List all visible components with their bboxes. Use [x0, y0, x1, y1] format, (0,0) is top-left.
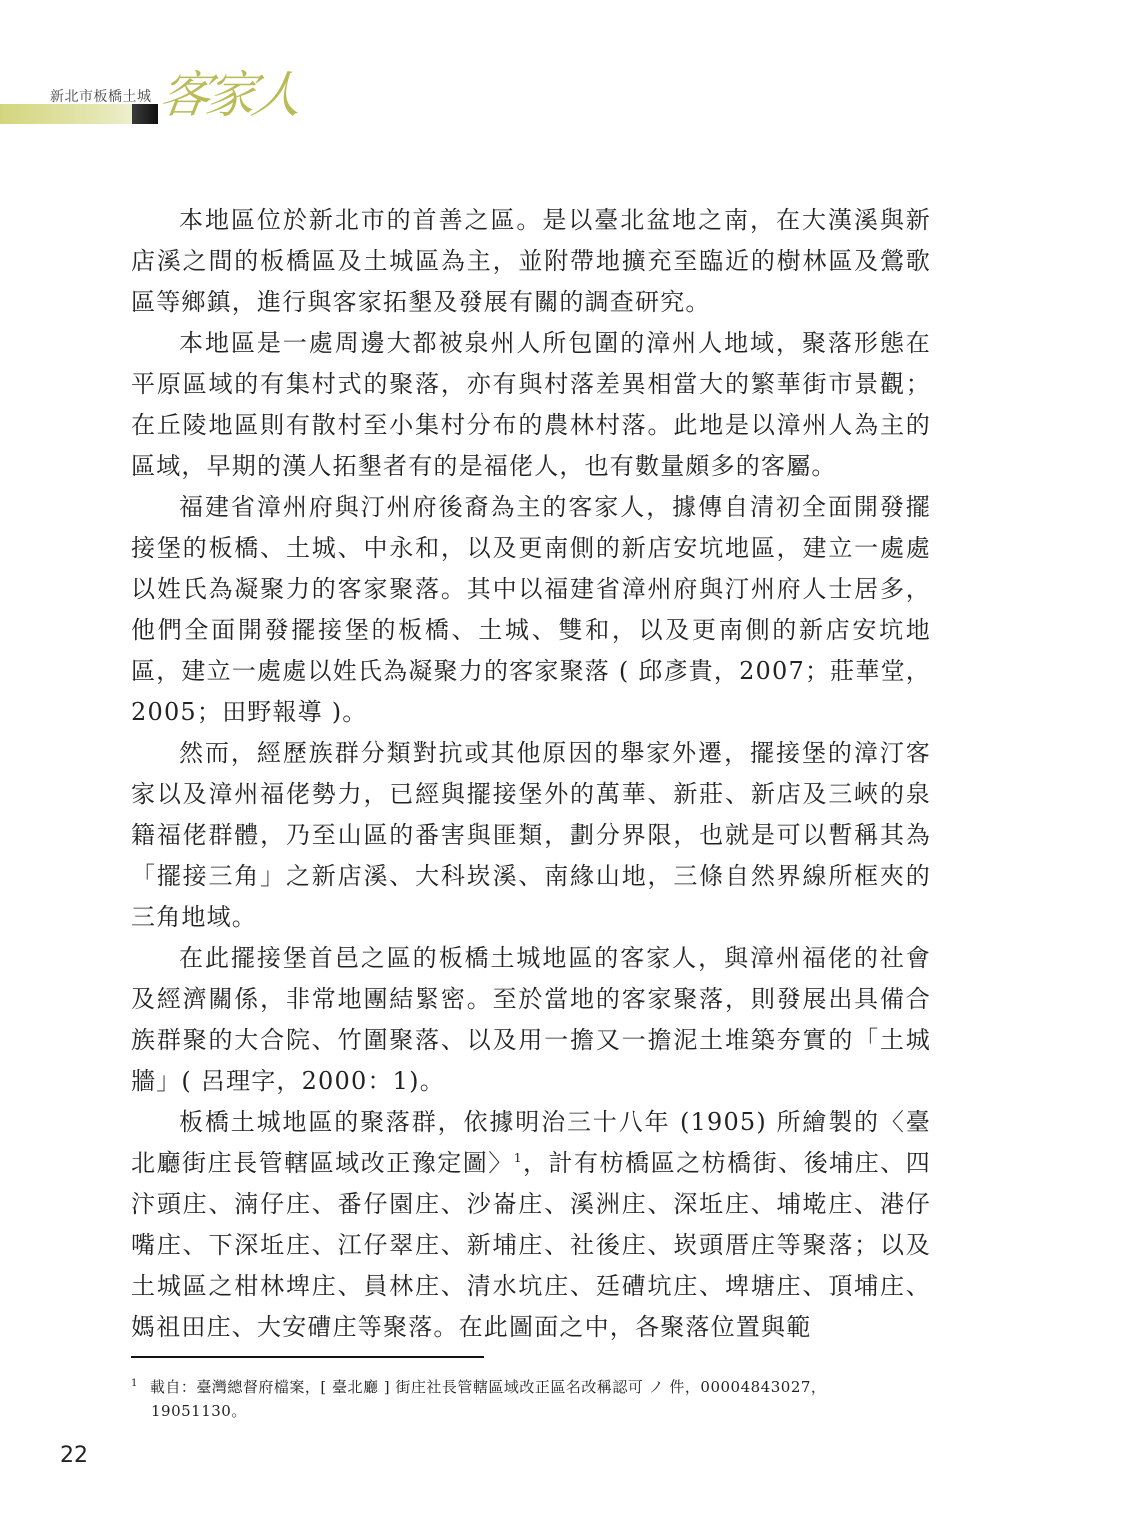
- paragraph-text: 板橋土城地區的聚落群，依據明治三十八年 (1905) 所繪製的〈臺北廳街庄長管轄區域改正豫定圖〉: [131, 1108, 931, 1177]
- footnote-text: 載自：臺灣總督府檔案，[ 臺北廳 ] 街庄社長管轄區域改正區名改稱認可 ノ 件，00004843027，: [149, 1378, 827, 1396]
- paragraph: 本地區位於新北市的首善之區。是以臺北盆地之南，在大漢溪與新店溪之間的板橋區及土城區為主，並附帶地擴充至臨近的樹林區及鶯歌區等鄉鎮，進行與客家拓墾及發展有關的調查研究。: [131, 206, 931, 316]
- page-number: 22: [60, 1443, 88, 1468]
- body-text: [131, 200, 931, 1348]
- header-logo: 客家人: [155, 66, 303, 124]
- footnote: [131, 1372, 931, 1423]
- paragraph-text: ，計有枋橋區之枋橋街、後埔庄、四汴頭庄、湳仔庄、番仔園庄、沙崙庄、溪洲庄、深坵庄、埔墘庄、港仔嘴庄、下深坵庄、江仔翠庄、新埔庄、社後庄、崁頭厝庄等聚落；以及土城區之柑林埤庄、員林庄、清水坑庄、廷𥕢坑庄、埤塘庄、頂埔庄、媽祖田庄、大安𥕢庄等聚落。在此圖面之中，各聚落位置與範: [131, 1149, 932, 1341]
- paragraph-last: [131, 1102, 931, 1348]
- paragraph: 福建省漳州府與汀州府後裔為主的客家人，據傳自清初全面開發擺接堡的板橋、土城、中永和，以及更南側的新店安坑地區，建立一處處以姓氏為凝聚力的客家聚落。其中以福建省漳州府與汀州府人士居多，他們全面開發擺接堡的板橋、土城、雙和，以及更南側的新店安坑地區，建立一處處以姓氏為凝聚力的客家聚落 ( 邱彥貴，2007；莊華堂，2005；田野報導 )。: [131, 493, 931, 726]
- footnote-divider: [131, 1356, 484, 1358]
- header-dark-block: [132, 104, 158, 124]
- paragraph: 在此擺接堡首邑之區的板橋土城地區的客家人，與漳州福佬的社會及經濟關係，非常地團結緊密。至於當地的客家聚落，則發展出具備合族群聚的大合院、竹圍聚落、以及用一擔又一擔泥土堆築夯實的「土城牆」( 呂理字，2000：1)。: [131, 944, 931, 1095]
- header-color-band: [0, 104, 150, 124]
- paragraph: 然而，經歷族群分類對抗或其他原因的舉家外遷，擺接堡的漳汀客家以及漳州福佬勢力，已經與擺接堡外的萬華、新莊、新店及三峽的泉籍福佬群體，乃至山區的番害與匪類，劃分界限，也就是可以暫稱其為「擺接三角」之新店溪、大科崁溪、南緣山地，三條自然界線所框夾的三角地域。: [131, 739, 931, 931]
- footnote-number: 1: [131, 1378, 138, 1389]
- footnote-continuation: 19051130。: [151, 1402, 247, 1420]
- paragraph: 本地區是一處周邊大都被泉州人所包圍的漳州人地域，聚落形態在平原區域的有集村式的聚落，亦有與村落差異相當大的繁華街市景觀；在丘陵地區則有散村至小集村分布的農林村落。此地是以漳州人為主的區域，早期的漢人拓墾者有的是福佬人，也有數量頗多的客屬。: [131, 329, 931, 480]
- footnote-reference[interactable]: 1: [513, 1151, 523, 1165]
- header-subtitle: 新北市板橋土城: [50, 89, 152, 105]
